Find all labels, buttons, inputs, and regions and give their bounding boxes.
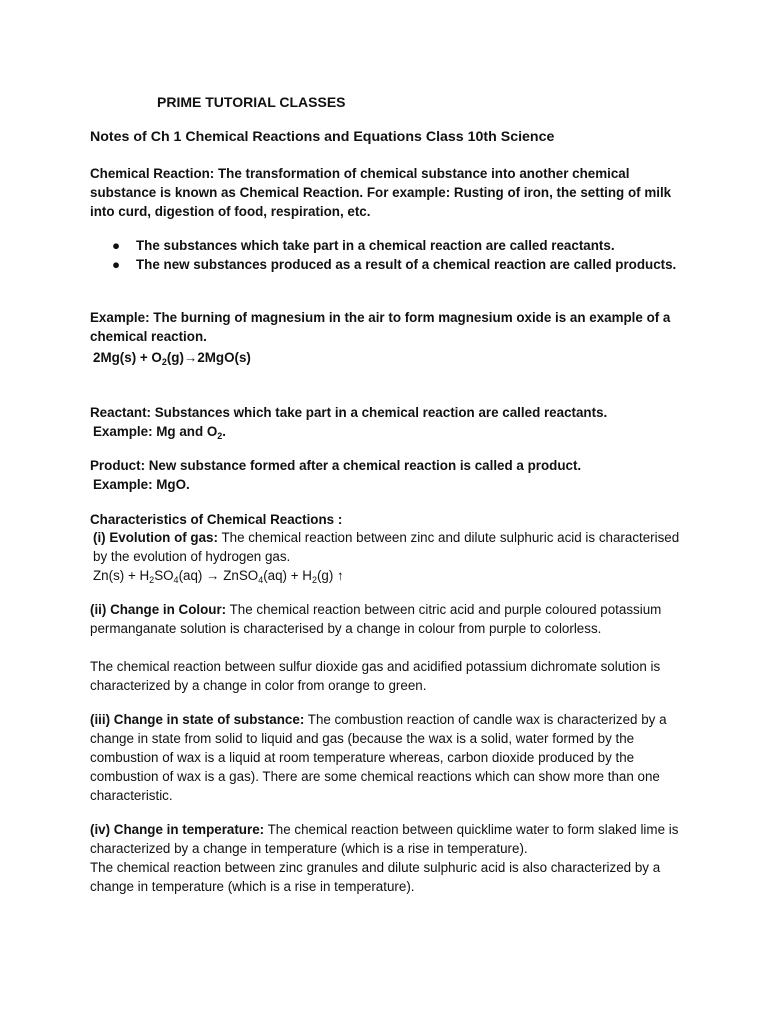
change-in-state-paragraph: (iii) Change in state of substance: The combustion reaction of candle wax is characterized by a change in state from solid to liquid and gas (because the wax is a solid, water formed by the combustion of wax is a liquid at room temperature whereas, carbon dioxide produced by the combustion of wax is a gas). There are some chemical reactions which can show more than one characteristic. (90, 712, 667, 803)
page-title: PRIME TUTORIAL CLASSES (157, 94, 346, 110)
bullet-icon: ● (112, 257, 121, 272)
evolution-of-gas-paragraph: (i) Evolution of gas: The chemical reaction between zinc and dilute sulphuric acid is characterised by the evolution of hydrogen gas. (93, 530, 680, 564)
reactant-example: Example: Mg and $O_2$. (93, 424, 227, 441)
reactant-definition: Reactant: Substances which take part in a chemical reaction are called reactants. (90, 405, 608, 420)
document-subtitle: Notes of Ch 1 Chemical Reactions and Equations Class 10th Science (90, 129, 555, 145)
change-in-colour-paragraph-2: The chemical reaction between sulfur dioxide gas and acidified potassium dichromate solution is characterized by a change in color from orange to green. (90, 659, 661, 693)
change-in-temperature-paragraph-2: The chemical reaction between zinc granules and dilute sulphuric acid is also characterized by a change in temperature (which is a rise in temperature). (90, 860, 661, 894)
list-item: ● The new substances produced as a result of a chemical reaction are called products. (112, 257, 677, 272)
magnesium-example: Example: The burning of magnesium in the air to form magnesium oxide is an example of a chemical reaction. (90, 310, 671, 344)
change-in-colour-paragraph: (ii) Change in Colour: The chemical reaction between citric acid and purple coloured potassium permanganate solution is characterised by a change in colour from purple to colorless. (90, 602, 662, 636)
magnesium-equation: $2Mg(s) + O_2(g)\to 2MgO(s)$ (93, 350, 251, 367)
change-in-temperature-paragraph: (iv) Change in temperature: The chemical reaction between quicklime water to form slaked lime is characterized by a change in temperature (which is a rise in temperature). (90, 822, 679, 856)
characteristics-heading: Characteristics of Chemical Reactions : (90, 512, 343, 527)
list-item: ● The substances which take part in a chemical reaction are called reactants. (112, 238, 615, 253)
bullet-icon: ● (112, 238, 121, 253)
product-example: Example: MgO. (93, 477, 190, 492)
reaction-bullet-list (90, 236, 690, 274)
zinc-sulphuric-equation: $Zn(s) + H_2SO_4(aq)$ → ZnSO$_4$(aq) + $H_2(g)$ ↑ (93, 568, 344, 585)
chemical-reaction-definition: Chemical Reaction: The transformation of chemical substance into another chemical substance is known as Chemical Reaction. For example: Rusting of iron, the setting of milk into curd, digestion of food, respiration, etc. (90, 166, 672, 219)
product-definition: Product: New substance formed after a chemical reaction is called a product. (90, 458, 582, 473)
